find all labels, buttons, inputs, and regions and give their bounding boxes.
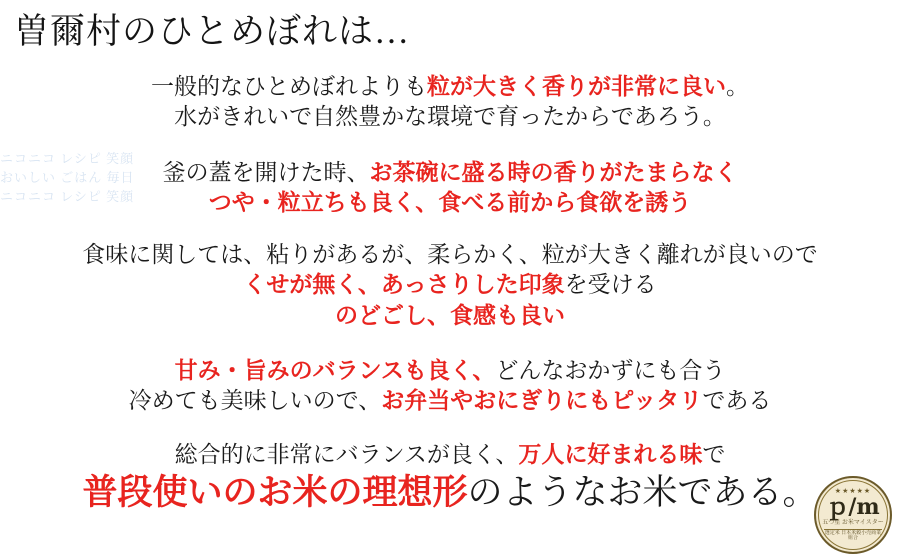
text-line [0, 240, 900, 270]
text-segment: どんなおかずにも合う [495, 358, 726, 383]
text-segment-highlight: くせが無く、あっさりした印象 [243, 272, 565, 298]
badge-caption-secondary: 選定米 日本米穀小売商業組合 [824, 529, 882, 542]
text-line [0, 356, 900, 386]
watermark-line: ニコニコ レシピ 笑顔 [0, 151, 135, 166]
text-segment: 一般的なひとめぼれよりも [151, 74, 427, 99]
text-segment-highlight: 甘み・旨みのバランスも良く、 [174, 358, 496, 383]
text-segment-highlight: お弁当やおにぎりにもピッタリ [381, 388, 703, 414]
text-line [0, 270, 900, 300]
text-line [0, 158, 900, 188]
text-segment: で [702, 442, 726, 467]
badge-monogram: ｐ/m [826, 494, 880, 521]
text-line-emphasis [0, 470, 900, 521]
text-line [0, 440, 900, 470]
badge-caption-primary: 五つ星 お米マイスター [822, 520, 884, 527]
text-segment: のようなお米である。 [467, 473, 818, 513]
paragraph-block-2 [0, 158, 900, 219]
text-segment: 総合的に非常にバランスが良く、 [174, 442, 519, 467]
text-segment-highlight: のどごし、食感も良い [335, 302, 565, 328]
text-segment: 食味に関しては、粘りがあるが、柔らかく、粒が大きく離れが良いので [82, 242, 818, 267]
text-line [0, 188, 900, 218]
text-line [0, 301, 900, 331]
text-segment-highlight: 粒が大きく香りが非常に良い [427, 74, 726, 99]
text-segment: を受ける [564, 272, 657, 298]
stars-icon: ★★★★★ [834, 488, 872, 496]
paragraph-block-1 [0, 72, 900, 133]
text-line [0, 102, 900, 132]
text-segment: 釜の蓋を開けた時、 [162, 160, 370, 185]
text-segment-highlight: 万人に好まれる味 [518, 442, 703, 467]
text-line [0, 72, 900, 102]
rice-meister-seal-badge [814, 476, 892, 554]
text-segment: である [702, 388, 772, 414]
paragraph-block-3 [0, 240, 900, 331]
watermark-line: ニコニコ レシピ 笑顔 [0, 188, 135, 204]
text-segment-highlight: お茶碗に盛る時の香りがたまらなく [369, 160, 738, 185]
text-segment: 水がきれいで自然豊かな環境で育ったからであろう。 [174, 104, 726, 130]
text-segment-highlight: 普段使いのお米の理想形 [82, 473, 468, 513]
paragraph-block-4 [0, 356, 900, 417]
watermark-line: おいしい ごはん 毎日 [0, 169, 135, 185]
text-segment: 。 [726, 74, 749, 99]
text-line [0, 386, 900, 416]
paragraph-block-5 [0, 440, 900, 521]
page-title: 曽爾村のひとめぼれは… [14, 12, 411, 51]
text-segment: 冷めても美味しいので、 [128, 388, 382, 414]
text-segment-highlight: つや・粒立ちも良く、食べる前から食欲を誘う [208, 190, 692, 216]
